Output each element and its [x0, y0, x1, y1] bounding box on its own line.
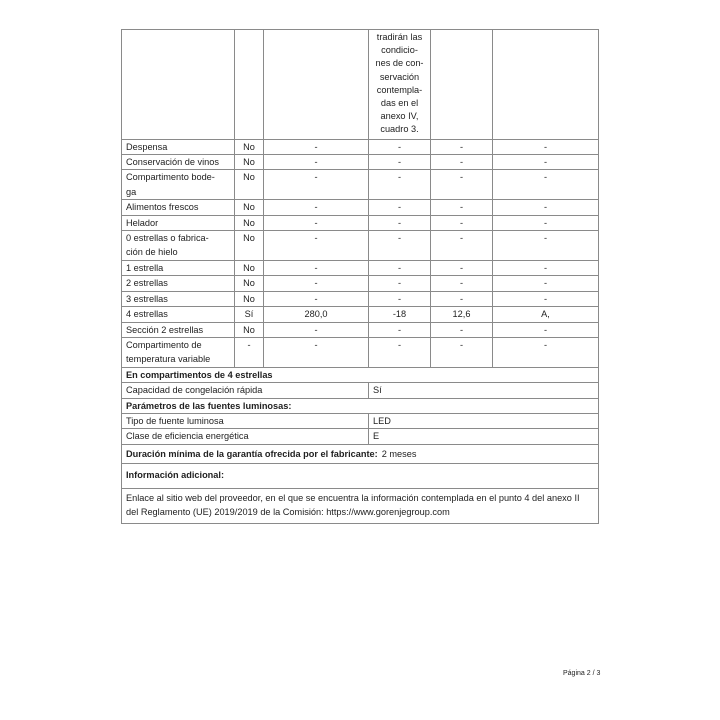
compartment-volume: 280,0: [264, 307, 369, 322]
compartment-row: [122, 215, 599, 230]
warranty-row: [122, 444, 599, 463]
compartment-present: No: [235, 260, 264, 275]
compartment-row: [122, 139, 599, 154]
compartment-row: [122, 276, 599, 291]
compartment-class: -: [493, 200, 599, 215]
compartment-present: No: [235, 215, 264, 230]
compartment-volume: -: [264, 155, 369, 170]
additional-info-heading: Información adicional:: [122, 464, 599, 488]
compartment-class: -: [493, 291, 599, 306]
compartment-power: -: [431, 322, 493, 337]
compartment-power: 12,6: [431, 307, 493, 322]
compartment-type: Helador: [122, 215, 235, 230]
compartment-power: -: [431, 276, 493, 291]
compartment-present: No: [235, 155, 264, 170]
light-source-row-label: Tipo de fuente luminosa: [122, 413, 369, 428]
light-source-row-value: LED: [369, 413, 599, 428]
warranty-label: Duración mínima de la garantía ofrecida por el fabricante:: [126, 448, 378, 459]
additional-info-heading-row: [122, 464, 599, 488]
compartment-present: No: [235, 291, 264, 306]
compartment-type: Compartimento bode- ga: [122, 170, 235, 200]
light-source-row-value: E: [369, 429, 599, 444]
compartment-temperature: -: [369, 276, 431, 291]
compartment-type: 3 estrellas: [122, 291, 235, 306]
compartment-row: [122, 260, 599, 275]
compartment-class: -: [493, 170, 599, 200]
energy-info-table: [121, 29, 599, 524]
compartment-present: No: [235, 170, 264, 200]
four-star-section: [122, 367, 599, 382]
fast-freeze-row-value: Sí: [369, 383, 599, 398]
light-source-row: [122, 429, 599, 444]
compartment-power: -: [431, 291, 493, 306]
compartment-row: [122, 231, 599, 261]
compartment-class: -: [493, 276, 599, 291]
light-source-section-heading: Parámetros de las fuentes luminosas:: [122, 398, 599, 413]
compartment-volume: -: [264, 200, 369, 215]
light-source-row-label: Clase de eficiencia energética: [122, 429, 369, 444]
compartment-volume: -: [264, 322, 369, 337]
compartment-row: [122, 337, 599, 367]
compartment-type: Compartimento de temperatura variable: [122, 337, 235, 367]
warranty-value: 2 meses: [381, 448, 417, 459]
compartment-row: [122, 170, 599, 200]
storage-conditions-note: tradirán las condicio- nes de con- servación contempla- das en el anexo IV, cuadro 3.: [369, 30, 431, 140]
compartment-class: -: [493, 337, 599, 367]
compartment-temperature: -: [369, 322, 431, 337]
compartment-row: [122, 155, 599, 170]
compartment-temperature: -: [369, 200, 431, 215]
compartment-present: No: [235, 200, 264, 215]
compartment-temperature: -: [369, 231, 431, 261]
compartment-power: -: [431, 200, 493, 215]
compartment-row: [122, 200, 599, 215]
compartment-volume: -: [264, 215, 369, 230]
compartment-type: Despensa: [122, 139, 235, 154]
compartment-temperature: -: [369, 215, 431, 230]
compartment-temperature: -: [369, 337, 431, 367]
compartment-temperature: -: [369, 291, 431, 306]
compartment-class: -: [493, 139, 599, 154]
compartment-present: No: [235, 139, 264, 154]
four-star-section-heading: En compartimentos de 4 estrellas: [122, 367, 599, 382]
compartment-class: -: [493, 231, 599, 261]
compartment-type: 1 estrella: [122, 260, 235, 275]
compartment-temperature: -: [369, 139, 431, 154]
compartment-type: Conservación de vinos: [122, 155, 235, 170]
fast-freeze-row-label: Capacidad de congelación rápida: [122, 383, 369, 398]
compartment-power: -: [431, 155, 493, 170]
compartment-class: -: [493, 155, 599, 170]
compartment-volume: -: [264, 231, 369, 261]
compartment-class: A,: [493, 307, 599, 322]
compartment-volume: -: [264, 337, 369, 367]
compartment-power: -: [431, 231, 493, 261]
compartment-temperature: -: [369, 155, 431, 170]
fast-freeze-row: [122, 383, 599, 398]
compartment-present: No: [235, 276, 264, 291]
compartment-volume: -: [264, 139, 369, 154]
light-source-row: [122, 413, 599, 428]
compartment-power: -: [431, 260, 493, 275]
compartment-type: 0 estrellas o fabrica- ción de hielo: [122, 231, 235, 261]
compartment-power: -: [431, 139, 493, 154]
compartment-class: -: [493, 260, 599, 275]
compartment-type: Sección 2 estrellas: [122, 322, 235, 337]
warranty-cell: [122, 444, 599, 463]
compartment-power: -: [431, 170, 493, 200]
compartment-type: 4 estrellas: [122, 307, 235, 322]
page-number: Página 2 / 3: [563, 670, 601, 677]
compartment-temperature: -18: [369, 307, 431, 322]
compartment-row: [122, 307, 599, 322]
compartment-power: -: [431, 215, 493, 230]
compartment-present: -: [235, 337, 264, 367]
continuation-row: [122, 30, 599, 140]
compartment-temperature: -: [369, 260, 431, 275]
additional-info-text: Enlace al sitio web del proveedor, en el que se encuentra la información contemplada en el punto 4 del anexo II del Reglamento (UE) 2019/2019 de la Comisión: https://www.gorenjegroup.com: [122, 488, 599, 524]
compartment-power: -: [431, 337, 493, 367]
compartment-class: -: [493, 215, 599, 230]
light-source-section: [122, 398, 599, 413]
compartment-present: No: [235, 322, 264, 337]
compartment-type: Alimentos frescos: [122, 200, 235, 215]
compartment-volume: -: [264, 276, 369, 291]
compartment-row: [122, 291, 599, 306]
compartment-volume: -: [264, 291, 369, 306]
compartment-present: Sí: [235, 307, 264, 322]
compartment-volume: -: [264, 170, 369, 200]
compartment-volume: -: [264, 260, 369, 275]
compartment-row: [122, 322, 599, 337]
additional-info-row: [122, 488, 599, 524]
compartment-type: 2 estrellas: [122, 276, 235, 291]
compartment-present: No: [235, 231, 264, 261]
compartment-temperature: -: [369, 170, 431, 200]
compartment-class: -: [493, 322, 599, 337]
